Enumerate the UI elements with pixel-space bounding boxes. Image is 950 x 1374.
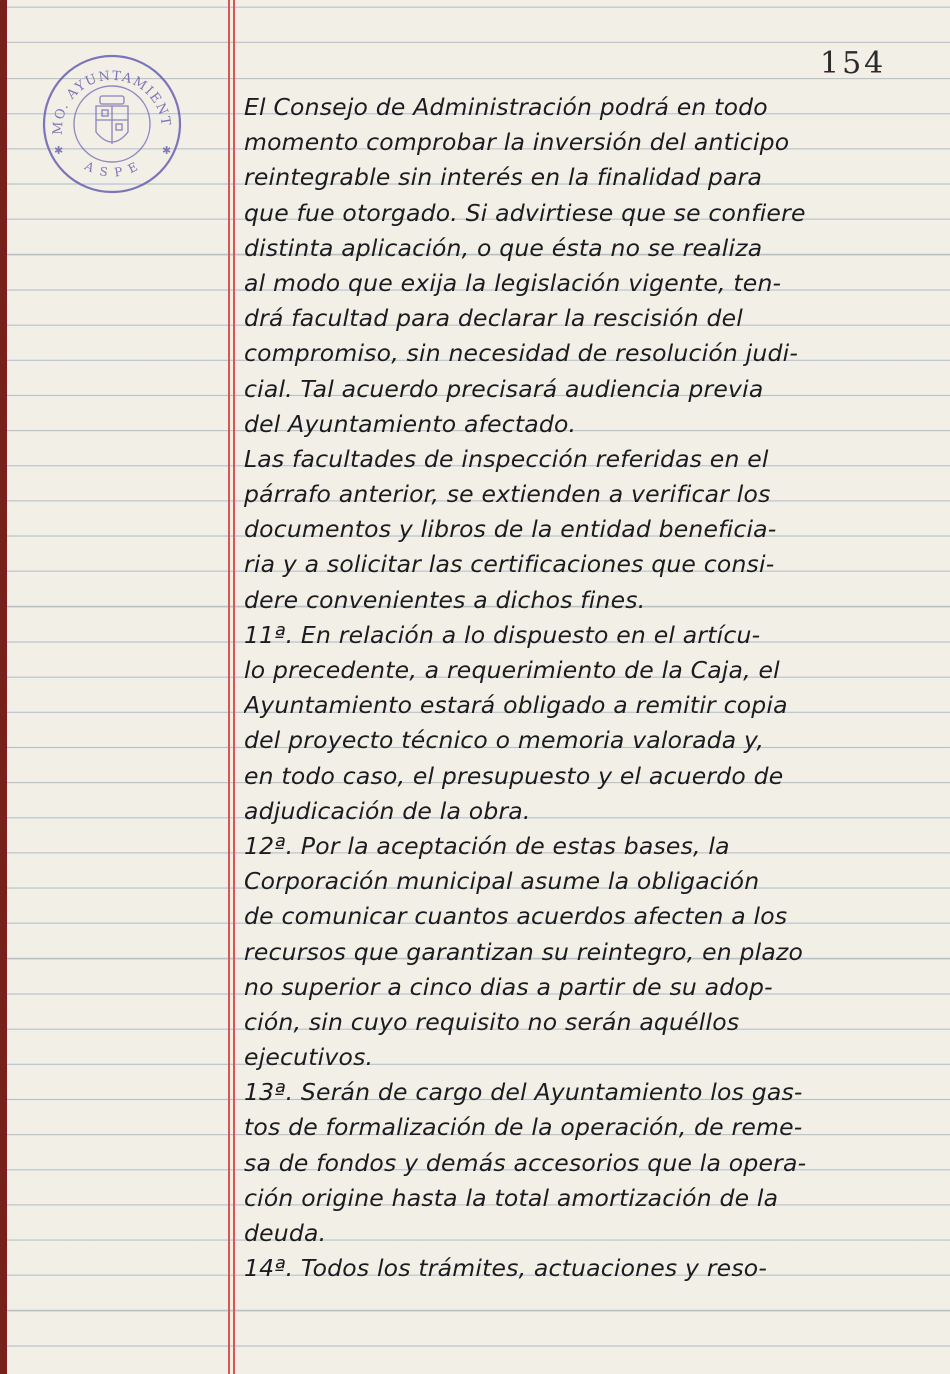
margin-line-right (233, 0, 235, 1374)
handwritten-text-block (244, 90, 934, 1286)
text-line: momento comprobar la inversión del anticipo (244, 128, 790, 157)
text-line: párrafo anterior, se extienden a verificar los (244, 480, 771, 509)
text-line: reintegrable sin interés en la finalidad para (244, 163, 763, 192)
text-line: 11ª. En relación a lo dispuesto en el artícu- (244, 620, 761, 649)
text-line: del Ayuntamiento afectado. (244, 409, 577, 438)
text-line: adjudicación de la obra. (244, 796, 531, 825)
text-line: drá facultad para declarar la rescisión del (244, 304, 743, 333)
text-line: 12ª. Por la aceptación de estas bases, la (244, 831, 730, 860)
coat-of-arms-icon (96, 96, 128, 144)
text-line: en todo caso, el presupuesto y el acuerdo de (244, 761, 784, 790)
municipal-seal-stamp (40, 52, 184, 196)
text-line: ria y a solicitar las certificaciones que consi- (244, 550, 775, 579)
page-number: 154 (820, 46, 887, 81)
text-line: ción origine hasta la total amortización de la (244, 1183, 779, 1212)
svg-text:A S P E: A S P E (82, 158, 142, 180)
text-line: Ayuntamiento estará obligado a remitir copia (244, 691, 788, 720)
text-line: recursos que garantizan su reintegro, en plazo (244, 937, 804, 966)
svg-text:✱: ✱ (54, 144, 64, 157)
text-line: tos de formalización de la operación, de reme- (244, 1113, 803, 1142)
text-line: cial. Tal acuerdo precisará audiencia previa (244, 374, 764, 403)
text-line: Las facultades de inspección referidas en el (244, 444, 769, 473)
text-line: que fue otorgado. Si advirtiese que se confiere (244, 198, 806, 227)
svg-text:✱: ✱ (162, 144, 172, 157)
margin-line-left (228, 0, 230, 1374)
text-line: ejecutivos. (244, 1043, 374, 1072)
text-line: El Consejo de Administración podrá en todo (244, 93, 768, 121)
text-line: compromiso, sin necesidad de resolución judi- (244, 339, 799, 368)
text-line: dere convenientes a dichos fines. (244, 585, 646, 614)
text-line: ción, sin cuyo requisito no serán aquéllos (244, 1007, 740, 1036)
text-line: documentos y libros de la entidad beneficia- (244, 515, 777, 544)
text-line: de comunicar cuantos acuerdos afecten a los (244, 902, 788, 931)
binding-edge (0, 0, 7, 1374)
text-line: distinta aplicación, o que ésta no se realiza (244, 233, 763, 262)
text-line: 14ª. Todos los trámites, actuaciones y reso- (244, 1254, 768, 1283)
text-line: al modo que exija la legislación vigente, ten- (244, 268, 782, 297)
text-line: del proyecto técnico o memoria valorada y, (244, 726, 765, 755)
text-line: 13ª. Serán de cargo del Ayuntamiento los gas- (244, 1078, 803, 1107)
text-line: deuda. (244, 1219, 327, 1247)
text-line: Corporación municipal asume la obligación (244, 867, 760, 896)
text-line: no superior a cinco dias a partir de su adop- (244, 972, 773, 1001)
text-line: lo precedente, a requerimiento de la Caja, el (244, 656, 780, 684)
text-line: sa de fondos y demás accesorios que la opera- (244, 1148, 807, 1177)
seal-icon (40, 52, 184, 196)
svg-text:EXCMO. AYUNTAMIENTO DE: MO. AYUNTAMIENT (50, 68, 174, 136)
